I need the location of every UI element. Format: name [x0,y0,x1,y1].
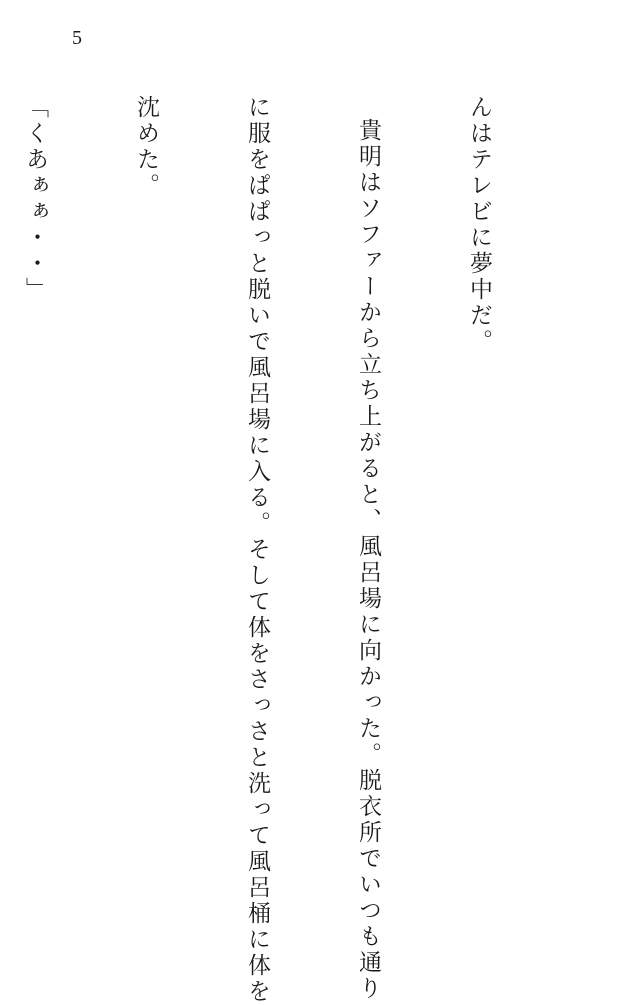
text-line-5: 「くあぁぁ・・」 [22,95,48,303]
text-line-4: 沈めた。 [133,95,159,199]
page-number: 5 [72,27,82,49]
text-line-2: 貴明はソファーから立ち上がると、風呂場に向かった。脱衣所でいつも通り [355,118,381,1002]
vertical-text-body [0,95,571,1005]
text-line-1: んはテレビに夢中だ。 [466,95,492,355]
text-line-3: に服をぱぱっと脱いで風呂場に入る。そして体をさっさと洗って風呂桶に体を [244,95,270,1005]
